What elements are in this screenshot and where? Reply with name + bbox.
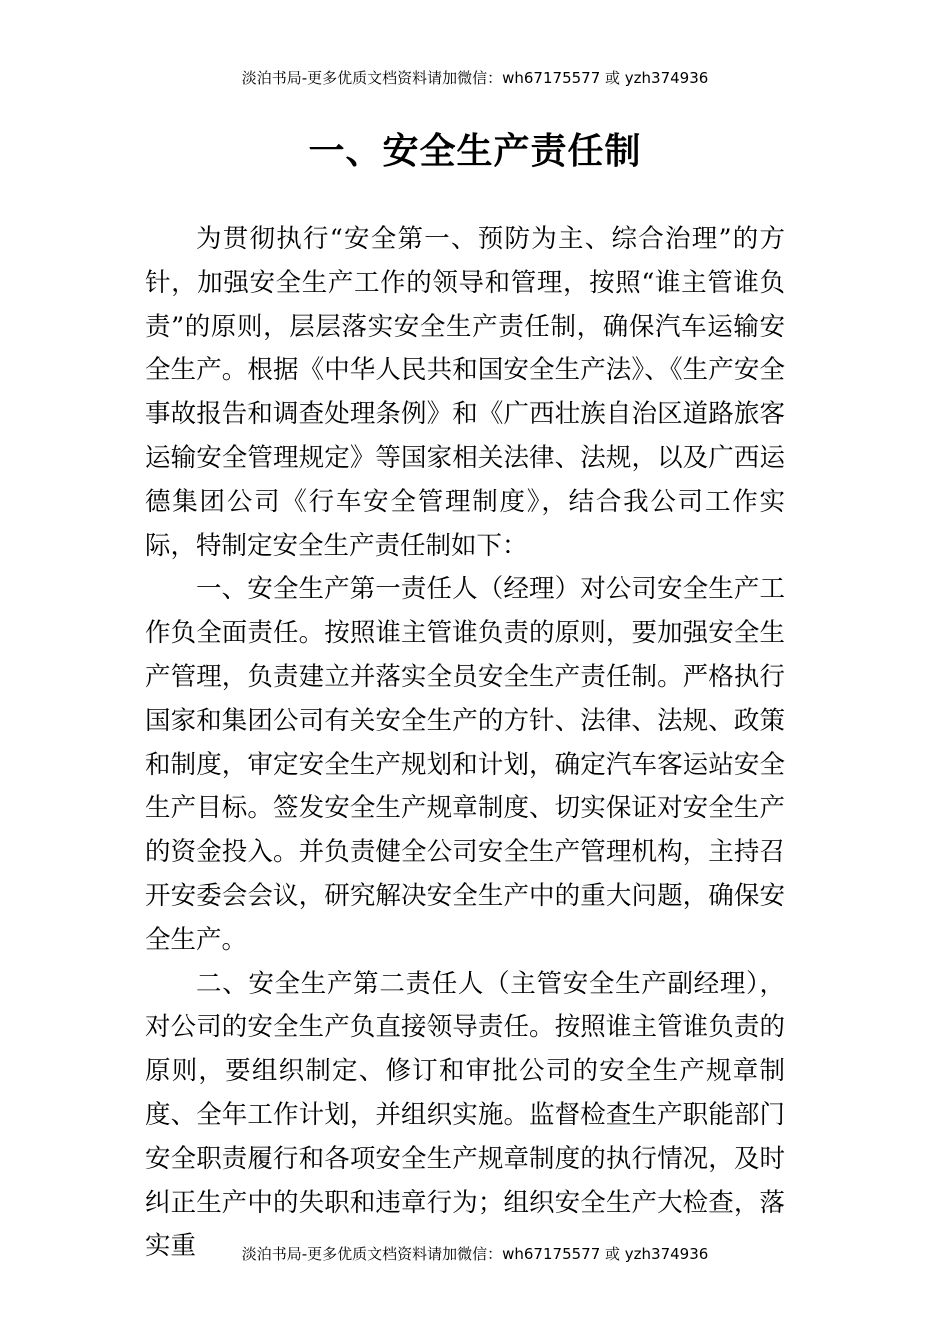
footer-watermark-banner: 淡泊书局-更多优质文档资料请加微信：wh67175577 或 yzh374936 [241, 1245, 709, 1263]
paragraph-intro: 为贯彻执行“安全第一、预防为主、综合治理”的方针，加强安全生产工作的领导和管理，按照“谁主管谁负责”的原则，层层落实安全生产责任制，确保汽车运输安全生产。根据《中华人民共和国安全生产法》、《生产安全事故报告和调查处理条例》和《广西壮族自治区道路旅客运输安全管理规定》等国家相关法律、法规，以及广西运德集团公司《行车安全管理制度》，结合我公司工作实际，特制定安全生产责任制如下： [145, 224, 785, 561]
document-body [145, 218, 785, 1269]
header-watermark-banner: 淡泊书局-更多优质文档资料请加微信：wh67175577 或 yzh374936 [241, 69, 709, 87]
page-title: 一、安全生产责任制 [308, 131, 642, 172]
paragraph-item-2: 二、安全生产第二责任人（主管安全生产副经理），对公司的安全生产负直接领导责任。按照谁主管谁负责的原则，要组织制定、修订和审批公司的安全生产规章制度、全年工作计划，并组织实施。监督检查生产职能部门安全职责履行和各项安全生产规章制度的执行情况，及时纠正生产中的失职和违章行为；组织安全生产大检查，落实重 [145, 968, 785, 1262]
paragraph-item-1: 一、安全生产第一责任人（经理）对公司安全生产工作负全面责任。按照谁主管谁负责的原则，要加强安全生产管理，负责建立并落实全员安全生产责任制。严格执行国家和集团公司有关安全生产的方针、法律、法规、政策和制度，审定安全生产规划和计划，确定汽车客运站安全生产目标。签发安全生产规章制度、切实保证对安全生产的资金投入。并负责健全公司安全生产管理机构，主持召开安委会会议，研究解决安全生产中的重大问题，确保安全生产。 [145, 574, 785, 955]
